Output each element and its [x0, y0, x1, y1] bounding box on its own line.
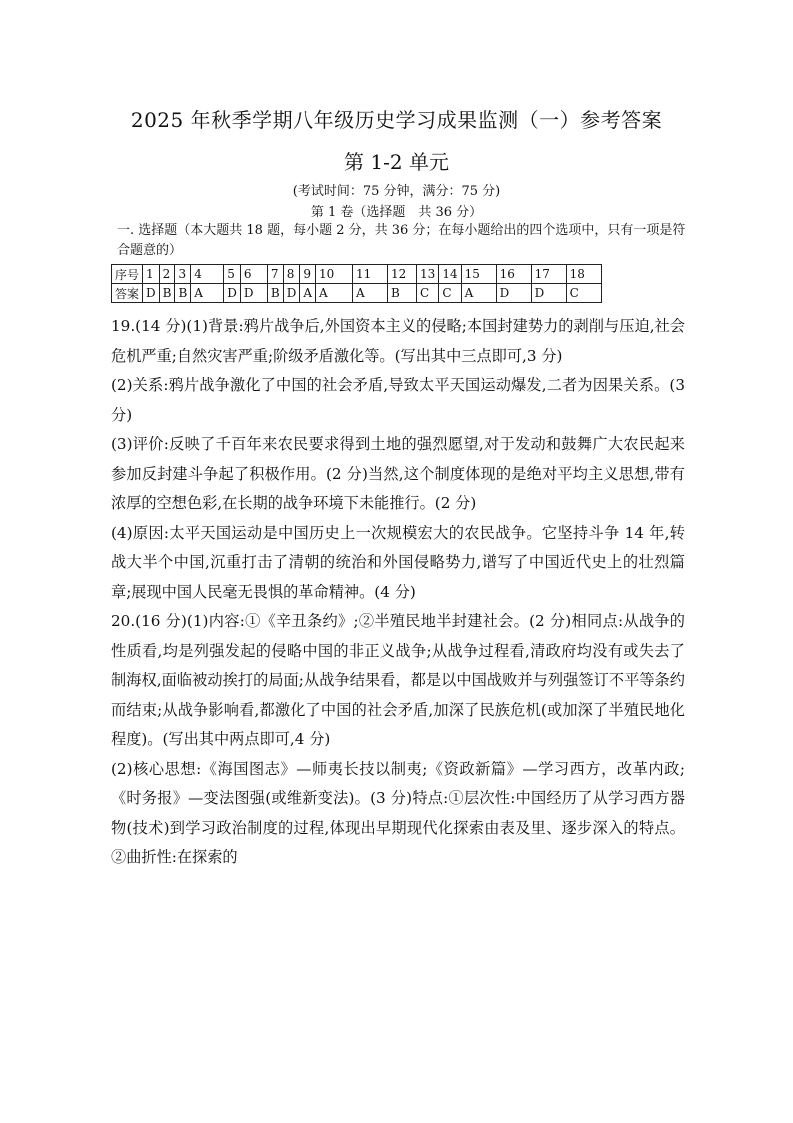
- answer-cell: B: [175, 284, 191, 303]
- row-label-answer: 答案: [112, 284, 143, 303]
- question-number: 5: [224, 265, 241, 284]
- answer-cell: D: [283, 284, 300, 303]
- answer-cell: D: [224, 284, 241, 303]
- answer-cell: D: [496, 284, 531, 303]
- answer-cell: A: [316, 284, 353, 303]
- answer-table: [111, 264, 602, 303]
- answer-cell: C: [417, 284, 439, 303]
- exam-info: (考试时间：75 分钟，满分：75 分): [292, 184, 501, 199]
- answer-cell: C: [566, 284, 601, 303]
- section-title: 第 1 卷（选择题 共 36 分）: [310, 205, 483, 220]
- answer-cell: A: [353, 284, 388, 303]
- answer-body: [111, 312, 685, 873]
- question-number: 13: [417, 265, 439, 284]
- answer-paragraph: 20.(16 分)(1)内容:①《辛丑条约》;②半殖民地半封建社会。(2 分)相同点:从战争的性质看,均是列强发起的侵略中国的非正义战争;从战争过程看,清政府均没有或失去了制海权,面临被动挨打的局面;从战争结果看，都是以中国战败并与列强签订不平等条约而结束;从战争影响看,都激化了中国的社会矛盾,加深了民族危机(或加深了半殖民地化程度)。(写出其中两点即可,4 分): [111, 612, 685, 748]
- answer-paragraph: (4)原因:太平天国运动是中国历史上一次规模宏大的农民战争。它坚持斗争 14 年,转战大半个中国,沉重打击了清朝的统治和外国侵略势力,谱写了中国近代史上的壮烈篇章;展现中国人民毫无畏惧的革命精神。(4 分): [111, 523, 685, 601]
- section-instructions: 一. 选择题（本大题共 18 题，每小题 2 分，共 36 分；在每小题给出的四个选项中，只有一项是符合题意的）: [117, 223, 686, 258]
- question-number: 17: [531, 265, 566, 284]
- answer-cell: A: [300, 284, 316, 303]
- question-number: 3: [175, 265, 191, 284]
- question-number: 18: [566, 265, 601, 284]
- question-number: 2: [159, 265, 175, 284]
- question-number: 16: [496, 265, 531, 284]
- question-number: 14: [439, 265, 461, 284]
- answer-paragraph: (2)核心思想:《海国图志》—师夷长技以制夷;《资政新篇》—学习西方，改革内政;《时务报》—变法图强(或维新变法)。(3 分)特点:①层次性:中国经历了从学习西方器物(技术)到学习政治制度的过程,体现出早期现代化探索由表及里、逐步深入的特点。②曲折性:在探索的: [111, 759, 685, 866]
- answer-paragraph: (3)评价:反映了千百年来农民要求得到土地的强烈愿望,对于发动和鼓舞广大农民起来参加反封建斗争起了积极作用。(2 分)当然,这个制度体现的是绝对平均主义思想,带有浓厚的空想色彩,在长期的战争环境下未能推行。(2 分): [111, 435, 685, 512]
- question-number: 4: [191, 265, 224, 284]
- answer-cell: D: [143, 284, 160, 303]
- document-title: 2025 年秋季学期八年级历史学习成果监测（一）参考答案: [130, 108, 663, 132]
- answer-cell: D: [240, 284, 267, 303]
- answer-paragraph: 19.(14 分)(1)背景:鸦片战争后,外国资本主义的侵略;本国封建势力的剥削与压迫,社会危机严重;自然灾害严重;阶级矛盾激化等。(写出其中三点即可,3 分): [111, 317, 685, 365]
- answer-table-answer-row: [112, 284, 602, 303]
- question-number: 8: [283, 265, 300, 284]
- answer-cell: C: [439, 284, 461, 303]
- question-number: 7: [267, 265, 283, 284]
- question-number: 15: [461, 265, 496, 284]
- document-subtitle: 第 1-2 单元: [344, 150, 449, 174]
- question-number: 9: [300, 265, 316, 284]
- answer-paragraph: (2)关系:鸦片战争激化了中国的社会矛盾,导致太平天国运动爆发,二者为因果关系。(3 分): [111, 376, 685, 424]
- question-number: 10: [316, 265, 353, 284]
- answer-cell: D: [531, 284, 566, 303]
- question-number: 1: [143, 265, 160, 284]
- question-number: 6: [240, 265, 267, 284]
- answer-cell: A: [191, 284, 224, 303]
- question-number: 12: [388, 265, 417, 284]
- answer-cell: B: [159, 284, 175, 303]
- answer-cell: B: [267, 284, 283, 303]
- answer-cell: A: [461, 284, 496, 303]
- row-label-number: 序号: [112, 265, 143, 284]
- answer-table-number-row: [112, 265, 602, 284]
- question-number: 11: [353, 265, 388, 284]
- answer-cell: B: [388, 284, 417, 303]
